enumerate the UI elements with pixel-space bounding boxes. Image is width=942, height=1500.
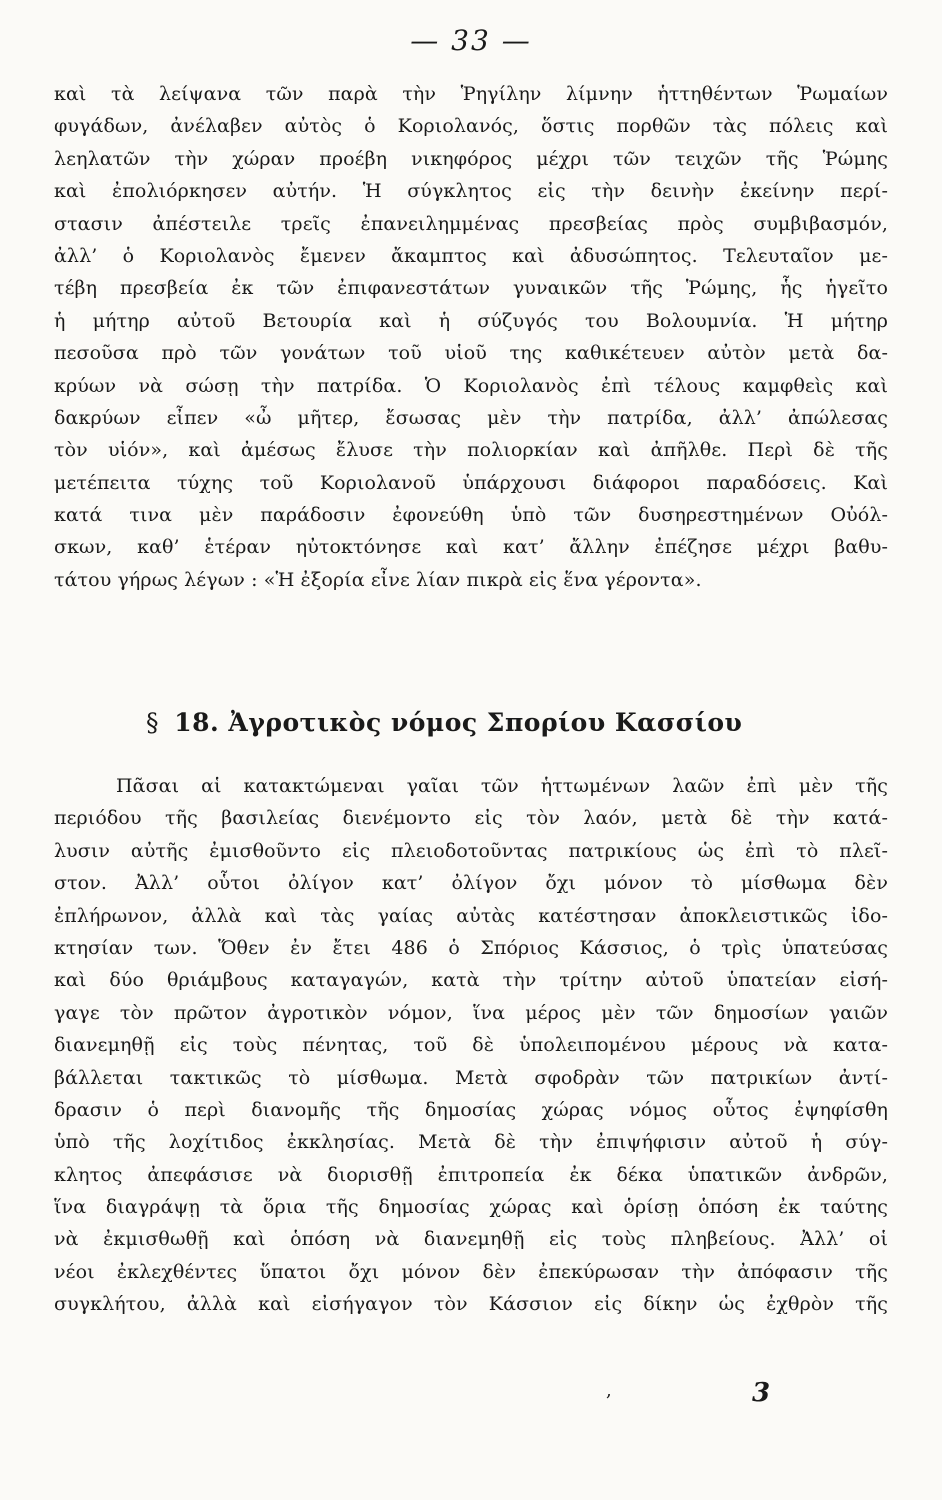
- section-title: 18. Ἀγροτικὸς νόμος Σπορίου Κασσίου: [174, 708, 743, 737]
- section-heading: [146, 708, 742, 737]
- text-line: στασιν ἀπέστειλε τρεῖς ἐπανειλημμένας πρεσβείας πρὸς συμβιβασμόν,: [54, 212, 888, 235]
- paragraph-coriolanus: [54, 78, 888, 596]
- text-line: λυσιν αὐτῆς ἐμισθοῦντο εἰς πλειοδοτοῦντας πατρικίους ὡς ἐπὶ τὸ πλεῖ-: [54, 839, 888, 862]
- text-line: τάτου γήρως λέγων : «Ἡ ἐξορία εἶνε λίαν πικρὰ εἰς ἕνα γέροντα».: [54, 568, 702, 591]
- text-line: πεσοῦσα πρὸ τῶν γονάτων τοῦ υἱοῦ της καθικέτευεν αὐτὸν μετὰ δα-: [54, 342, 888, 365]
- text-line: δρασιν ὁ περὶ διανομῆς τῆς δημοσίας χώρας νόμος οὗτος ἐψηφίσθη: [54, 1098, 888, 1121]
- text-line: ὑπὸ τῆς λοχίτιδος ἐκκλησίας. Μετὰ δὲ τὴν ἐπιψήφισιν αὐτοῦ ἡ σύγ-: [54, 1131, 888, 1154]
- text-line: συγκλήτου, ἀλλὰ καὶ εἰσήγαγον τὸν Κάσσιον εἰς δίκην ὡς ἐχθρὸν τῆς: [54, 1293, 888, 1316]
- text-line: στον. Ἀλλ’ οὗτοι ὀλίγον κατ’ ὀλίγον ὄχι μόνον τὸ μίσθωμα δὲν: [54, 872, 888, 895]
- text-line: φυγάδων, ἀνέλαβεν αὐτὸς ὁ Κοριολανός, ὅστις πορθῶν τὰς πόλεις καὶ: [54, 115, 888, 138]
- text-line: λεηλατῶν τὴν χώραν προέβη νικηφόρος μέχρι τῶν τειχῶν τῆς Ῥώμης: [54, 147, 888, 170]
- section-symbol: §: [146, 708, 159, 737]
- text-line: τὸν υἱόν», καὶ ἀμέσως ἔλυσε τὴν πολιορκίαν καὶ ἀπῆλθε. Περὶ δὲ τῆς: [54, 439, 888, 462]
- text-line: κατά τινα μὲν παράδοσιν ἐφονεύθη ὑπὸ τῶν δυσηρεστημένων Οὐόλ-: [54, 504, 888, 527]
- text-line: ἀλλ’ ὁ Κοριολανὸς ἔμενεν ἄκαμπτος καὶ ἀδυσώπητος. Τελευταῖον με-: [54, 244, 888, 267]
- text-line: κρύων νὰ σώσῃ τὴν πατρίδα. Ὁ Κοριολανὸς ἐπὶ τέλους καμφθεὶς καὶ: [54, 374, 888, 397]
- text-line: μετέπειτα τύχης τοῦ Κοριολανοῦ ὑπάρχουσι διάφοροι παραδόσεις. Καὶ: [54, 471, 888, 494]
- text-line: περιόδου τῆς βασιλείας διενέμοντο εἰς τὸν λαόν, μετὰ δὲ τὴν κατά-: [54, 807, 888, 830]
- text-line: καὶ ἐπολιόρκησεν αὐτήν. Ἡ σύγκλητος εἰς τὴν δεινὴν ἐκείνην περί-: [54, 180, 888, 203]
- text-line: κτησίαν των. Ὅθεν ἐν ἔτει 486 ὁ Σπόριος Κάσσιος, ὁ τρὶς ὑπατεύσας: [54, 936, 888, 959]
- text-line: ἐπλήρωνον, ἀλλὰ καὶ τὰς γαίας αὐτὰς κατέστησαν ἀποκλειστικῶς ἰδο-: [54, 904, 888, 927]
- text-line: διανεμηθῇ εἰς τοὺς πένητας, τοῦ δὲ ὑπολειπομένου μέρους νὰ κατα-: [54, 1034, 888, 1057]
- signature-mark: 3: [752, 1378, 771, 1408]
- page-number-header: — 33 —: [410, 24, 532, 57]
- text-line: κλητος ἀπεφάσισε νὰ διορισθῇ ἐπιτροπεία ἐκ δέκα ὑπατικῶν ἀνδρῶν,: [54, 1163, 888, 1186]
- text-line: καὶ δύο θριάμβους καταγαγών, κατὰ τὴν τρίτην αὐτοῦ ὑπατείαν εἰσή-: [54, 969, 888, 992]
- text-line: γαγε τὸν πρῶτον ἀγροτικὸν νόμον, ἵνα μέρος μὲν τῶν δημοσίων γαιῶν: [54, 1001, 888, 1024]
- text-line: ἡ μήτηρ αὐτοῦ Βετουρία καὶ ἡ σύζυγός του Βολουμνία. Ἡ μήτηρ: [54, 309, 888, 332]
- paragraph-agrarian-law: [54, 770, 888, 1321]
- text-line: νὰ ἐκμισθωθῇ καὶ ὁπόση νὰ διανεμηθῇ εἰς τοὺς πληβείους. Ἀλλ’ οἱ: [54, 1228, 888, 1251]
- text-line: βάλλεται τακτικῶς τὸ μίσθωμα. Μετὰ σφοδρὰν τῶν πατρικίων ἀντί-: [54, 1066, 888, 1089]
- text-line: δακρύων εἶπεν «ὦ μῆτερ, ἔσωσας μὲν τὴν πατρίδα, ἀλλ’ ἀπώλεσας: [54, 406, 888, 429]
- text-line: Πᾶσαι αἱ κατακτώμεναι γαῖαι τῶν ἡττωμένων λαῶν ἐπὶ μὲν τῆς: [116, 775, 888, 797]
- text-line: ἵνα διαγράψῃ τὰ ὅρια τῆς δημοσίας χώρας καὶ ὁρίσῃ ὁπόση ἐκ ταύτης: [54, 1196, 888, 1219]
- text-line: σκων, καθ’ ἑτέραν ηὐτοκτόνησε καὶ κατ’ ἄλλην ἐπέζησε μέχρι βαθυ-: [54, 536, 888, 559]
- text-line: νέοι ἐκλεχθέντες ὕπατοι ὄχι μόνον δὲν ἐπεκύρωσαν τὴν ἀπόφασιν τῆς: [54, 1260, 888, 1283]
- text-line: τέβη πρεσβεία ἐκ τῶν ἐπιφανεστάτων γυναικῶν τῆς Ῥώμης, ἧς ἡγεῖτο: [54, 277, 888, 300]
- text-line: καὶ τὰ λείψανα τῶν παρὰ τὴν Ῥηγίλην λίμνην ἡττηθέντων Ῥωμαίων: [54, 83, 888, 105]
- stray-mark: ,: [606, 1380, 612, 1401]
